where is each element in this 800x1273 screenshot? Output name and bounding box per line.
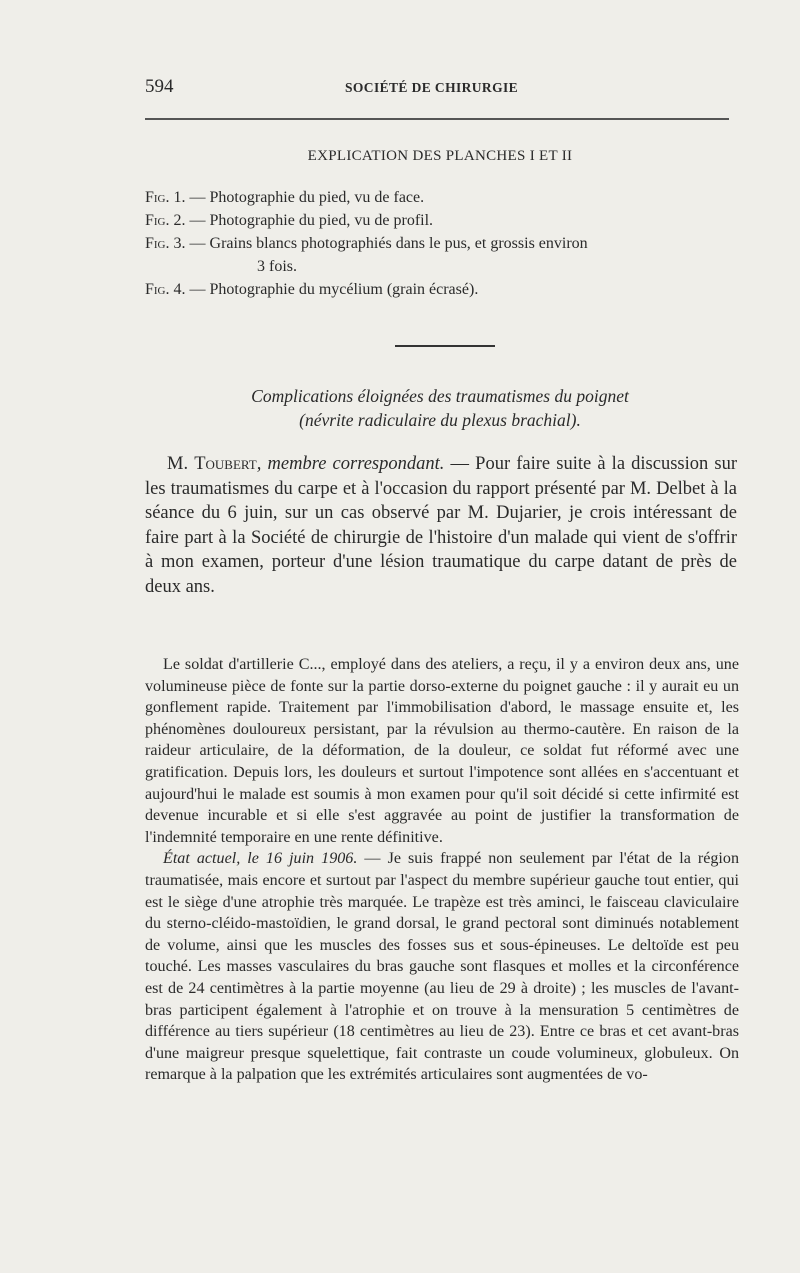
- plates-explanation-title: EXPLICATION DES PLANCHES I ET II: [307, 148, 573, 164]
- article-subtitle-line: (névrite radiculaire du plexus brachial).: [299, 410, 581, 430]
- section-divider: [395, 345, 495, 347]
- article-title: [145, 384, 735, 432]
- header-rule: [145, 118, 729, 120]
- figure-caption-continuation: 3 fois.: [257, 258, 297, 275]
- case-paragraph: [145, 848, 739, 1086]
- running-title: SOCIÉTÉ DE CHIRURGIE: [345, 80, 519, 95]
- case-date-lead: État actuel, le 16 juin 1906.: [163, 850, 358, 868]
- speaker-role: , membre correspondant.: [256, 454, 445, 474]
- case-paragraph-text: — Je suis frappé non seulement par l'état de la région traumatisée, mais encore et surtout par l'aspect du membre supérieur gauche tout entier, qui est le siège d'une atrophie très marquée. Le trapèze est très aminci, le faisceau claviculaire du sterno-cléido-mastoïdien, le grand dorsal, le grand pectoral sont diminués notablement de volume, ainsi que les muscles des fosses sus et sous-épineuses. Le deltoïde est peu touché. Les masses vasculaires du bras gauche sont flasques et molles et la circonférence est de 24 centimètres à la partie moyenne (au lieu de 29 à droite) ; les muscles de l'avant-bras participent également à l'atrophie et on trouve à la mensuration 5 centimètres de différence au tiers supérieur (18 centimètres au lieu de 23). Entre ce bras et cet avant-bras d'une maigreur presque squelettique, fait contraste un coude volumineux, globuleux. On remarque à la palpation que les extrémités articulaires sont augmentées de vo-: [145, 850, 740, 1084]
- figure-caption-text: 3. — Grains blancs photographiés dans le pus, et grossis environ: [169, 235, 588, 252]
- figure-caption: [145, 232, 745, 255]
- figure-label: Fig.: [145, 235, 170, 252]
- figure-label: Fig.: [145, 281, 170, 298]
- intro-text: — Pour faire suite à la discussion sur les traumatismes du carpe et à l'occasion du rapport présenté par M. Delbet à la séance du 6 juin, sur un cas observé par M. Dujarier, je crois intéressant de faire part à la Société de chirurgie de l'histoire d'un malade qui vient de s'offrir à mon examen, porteur d'une lésion traumatique du carpe datant de près de deux ans.: [145, 454, 737, 597]
- speaker-prefix: M.: [167, 454, 195, 474]
- figure-caption: [145, 186, 745, 209]
- figure-caption-text: 1. — Photographie du pied, vu de face.: [169, 189, 425, 206]
- figure-caption: [145, 278, 745, 301]
- figure-caption-list: [145, 186, 745, 301]
- intro-paragraph: [145, 452, 737, 599]
- figure-caption-text: 4. — Photographie du mycélium (grain écrasé).: [169, 281, 479, 298]
- figure-label: Fig.: [145, 189, 170, 206]
- page-number: 594: [145, 76, 174, 97]
- running-head: [145, 76, 735, 100]
- figure-caption: [145, 209, 745, 232]
- speaker-name: Toubert: [194, 454, 257, 474]
- case-paragraph: Le soldat d'artillerie C..., employé dans des ateliers, a reçu, il y a environ deux ans, une volumineuse pièce de fonte sur la partie dorso-externe du poignet gauche : il y aurait eu un gonflement rapide. Traitement par l'immobilisation d'abord, le massage ensuite et, les phénomènes douloureux persistant, par la révulsion au thermo-cautère. En raison de la raideur articulaire, de la déformation, de la douleur, ce soldat fut réformé avec une gratification. Depuis lors, les douleurs et surtout l'impotence sont allées en s'accentuant et aujourd'hui le malade est soumis à mon examen pour qu'il soit décidé si cette infirmité est devenue incurable et si elle s'est aggravée au point de justifier la transformation de l'indemnité temporaire en une rente définitive.: [145, 656, 739, 846]
- case-report: [145, 654, 739, 1086]
- figure-caption-text: 2. — Photographie du pied, vu de profil.: [169, 212, 434, 229]
- article-title-line: Complications éloignées des traumatismes du poignet: [251, 386, 629, 406]
- figure-label: Fig.: [145, 212, 170, 229]
